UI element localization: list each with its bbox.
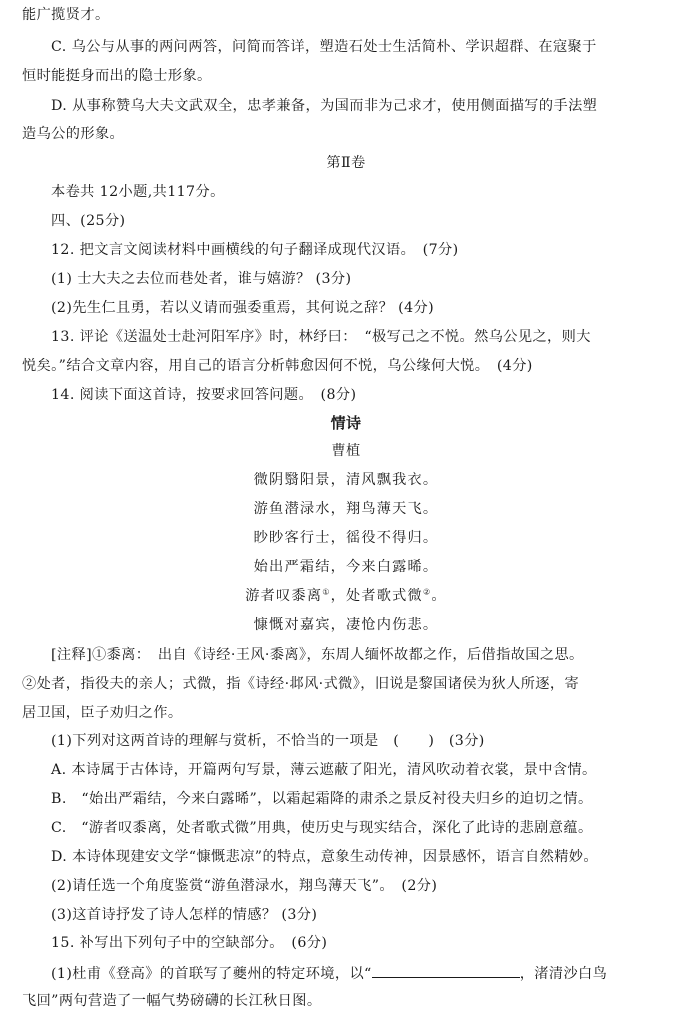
poem-line-1: 微阴翳阳景，清风飘我衣。 xyxy=(253,472,439,488)
q14-option-c: C. “游者叹黍离，处者歌式微”用典，使历史与现实结合，深化了此诗的悲剧意蕴。 xyxy=(51,820,593,836)
option-c-line-2: 恒时能挺身而出的隐士形象。 xyxy=(22,68,212,84)
q13-line-1: 13. 评论《送温处士赴河阳军序》时，林纾曰： “极写己之不悦。然乌公见之，则大 xyxy=(51,329,591,345)
poem-line-5-part-c: 。 xyxy=(431,588,447,604)
fill-in-blank xyxy=(372,962,520,978)
q14-sub-3: (3)这首诗抒发了诗人怎样的情感？ (3分) xyxy=(51,907,318,923)
footnote-mark-2: ② xyxy=(422,587,432,597)
poem-line-4: 始出严霜结，今来白露晞。 xyxy=(253,559,439,575)
q14-option-b: B. “始出严霜结，今来白露晞”，以霜起霜降的肃杀之景反衬役夫归乡的迫切之情。 xyxy=(51,791,593,807)
footnote-mark-1: ① xyxy=(322,587,331,597)
poem-line-5-part-b: ，处者歌式微 xyxy=(330,588,423,604)
q12-sub-2: (2)先生仁且勇，若以义请而强委重焉，其何说之辞？ (4分) xyxy=(51,300,435,316)
section-heading: 第Ⅱ卷 xyxy=(326,155,366,171)
q15-stem: 15. 补写出下列句子中的空缺部分。 (6分) xyxy=(51,935,328,951)
poem-author: 曹植 xyxy=(331,443,361,459)
q14-sub-2: (2)请任选一个角度鉴赏“游鱼潜渌水，翔鸟薄天飞”。 (2分) xyxy=(51,878,438,894)
section-summary: 本卷共 12小题,共117分。 xyxy=(51,184,225,200)
q12-stem: 12. 把文言文阅读材料中画横线的句子翻译成现代汉语。 (7分) xyxy=(51,242,459,258)
option-c-line-1: C. 乌公与从事的两问两答，问简而答详，塑造石处士生活简朴、学识超群、在寇聚于 xyxy=(51,39,597,55)
q12-sub-1: (1) 士大夫之去位而巷处者，谁与嬉游？ (3分) xyxy=(51,271,352,287)
option-d-line-2: 造乌公的形象。 xyxy=(22,126,125,142)
q14-option-d: D. 本诗体现建安文学“慷慨悲凉”的特点，意象生动传神，因景感怀，语言自然精妙。 xyxy=(51,849,598,865)
poem-line-5-part-a: 游者叹黍离 xyxy=(245,588,323,604)
option-d-line-1: D. 从事称赞乌大夫文武双全，忠孝兼备，为国而非为己求才，使用侧面描写的手法塑 xyxy=(51,98,598,114)
q15-sub-1 xyxy=(51,962,607,984)
q14-stem: 14. 阅读下面这首诗，按要求回答问题。 (8分) xyxy=(51,387,357,403)
poem-line-2: 游鱼潜渌水，翔鸟薄天飞。 xyxy=(253,501,439,517)
q15-sub-1-suffix: ，渚清沙白鸟 xyxy=(519,966,608,982)
q13-line-2: 悦矣。”结合文章内容，用自己的语言分析韩愈因何不悦，乌公缘何大悦。 (4分) xyxy=(22,358,533,374)
poem-line-3: 眇眇客行士，徭役不得归。 xyxy=(253,530,439,546)
note-line-1: [注释]①黍离： 出自《诗经·王风·黍离》，东周人缅怀故都之作，后借指故国之思。 xyxy=(51,647,584,663)
q15-sub-1-continued: 飞回”两句营造了一幅气势磅礴的长江秋日图。 xyxy=(22,993,322,1009)
q15-sub-1-prefix: (1)杜甫《登高》的首联写了夔州的特定环境，以“ xyxy=(51,966,372,982)
q14-option-a: A. 本诗属于古体诗，开篇两句写景，薄云遮蔽了阳光，清风吹动着衣裳，景中含情。 xyxy=(51,762,597,778)
note-line-3: 居卫国，臣子劝归之作。 xyxy=(22,705,183,721)
poem-title: 情诗 xyxy=(330,414,362,432)
q14-sub-1: (1)下列对这两首诗的理解与赏析，不恰当的一项是 ( ) (3分) xyxy=(51,733,485,749)
part-four-heading: 四、(25分) xyxy=(51,213,126,229)
poem-line-5 xyxy=(0,586,692,606)
poem-line-6: 慷慨对嘉宾，凄怆内伤悲。 xyxy=(253,617,439,633)
note-line-2: ②处者，指役夫的亲人；式微，指《诗经·邶风·式微》，旧说是黎国诸侯为狄人所逐，寄 xyxy=(22,676,580,692)
option-b-tail: 能广揽贤才。 xyxy=(22,7,110,23)
